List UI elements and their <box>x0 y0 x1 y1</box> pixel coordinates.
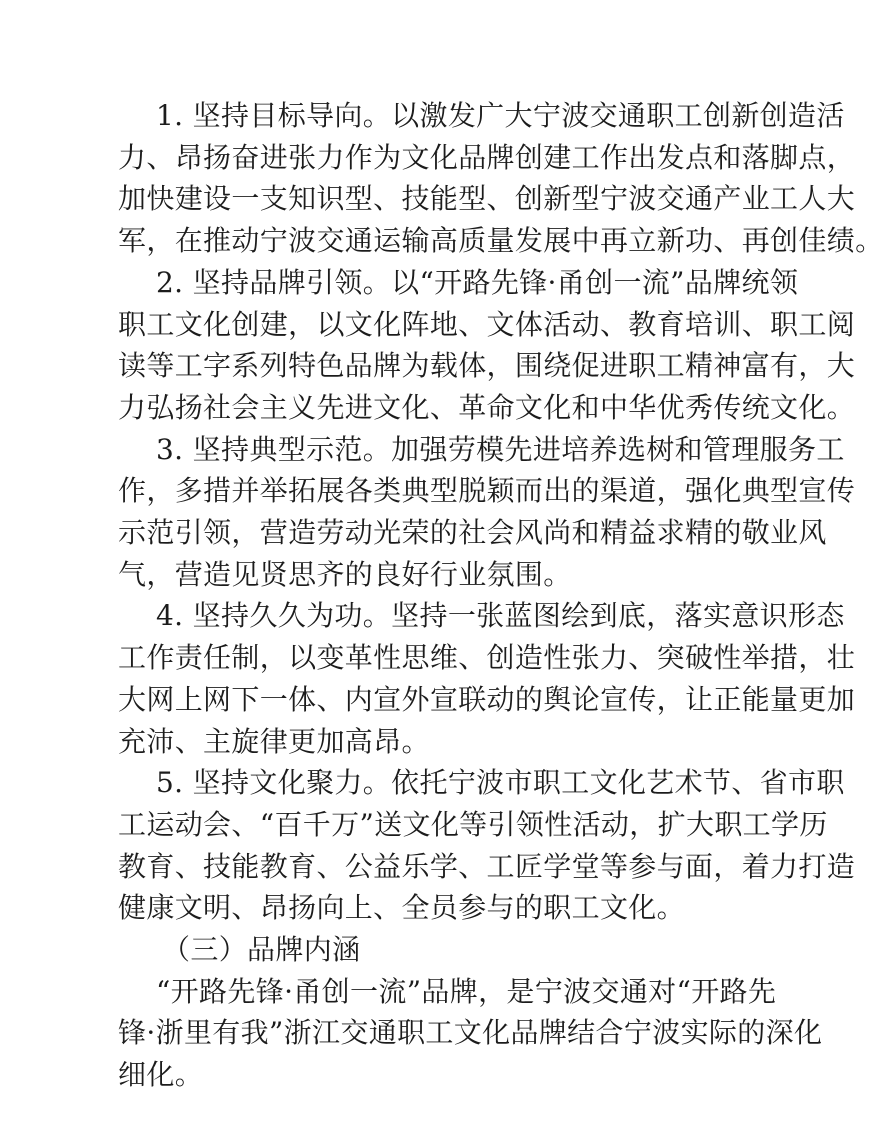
paragraph-line: 细化。 <box>118 1058 204 1092</box>
paragraph-brand-leadership <box>118 262 856 429</box>
paragraph-line: “开路先锋·甬创一流”品牌，是宁波交通对“开路先 <box>156 974 777 1008</box>
paragraph-line: 教育、技能教育、公益乐学、工匠学堂等参与面，着力打造 <box>118 849 856 883</box>
paragraph-line: 读等工字系列特色品牌为载体，围绕促进职工精神富有，大 <box>118 349 856 383</box>
paragraph-line: 3. 坚持典型示范。加强劳模先进培养选树和管理服务工 <box>156 432 845 466</box>
paragraph-cultural-cohesion <box>118 762 856 929</box>
paragraph-line: 军，在推动宁波交通运输高质量发展中再立新功、再创佳绩。 <box>118 224 883 258</box>
paragraph-line: 充沛、主旋律更加高昂。 <box>118 724 430 758</box>
paragraph-line: 力弘扬社会主义先进文化、革命文化和中华优秀传统文化。 <box>118 390 856 424</box>
paragraph-line: 工运动会、“百千万”送文化等引领性活动，扩大职工学历 <box>118 807 828 841</box>
paragraph-line: 健康文明、昂扬向上、全员参与的职工文化。 <box>118 891 686 925</box>
paragraph-line: 加快建设一支知识型、技能型、创新型宁波交通产业工人大 <box>118 182 856 216</box>
section-heading <box>118 929 692 971</box>
paragraph-line: 气，营造见贤思齐的良好行业氛围。 <box>118 557 572 591</box>
paragraph-line: 5. 坚持文化聚力。依托宁波市职工文化艺术节、省市职 <box>156 766 845 800</box>
paragraph-line: 锋·浙里有我”浙江交通职工文化品牌结合宁波实际的深化 <box>118 1016 823 1050</box>
paragraph-line: 作，多措并举拓展各类典型脱颖而出的渠道，强化典型宣传 <box>118 474 856 508</box>
paragraph-line: 示范引领，营造劳动光荣的社会风尚和精益求精的敬业风 <box>118 516 827 550</box>
paragraph-line: 大网上网下一体、内宣外宣联动的舆论宣传，让正能量更加 <box>118 682 856 716</box>
paragraph-persistence <box>118 595 856 762</box>
paragraph-brand-connotation <box>118 971 823 1096</box>
paragraph-line: 4. 坚持久久为功。坚持一张蓝图绘到底，落实意识形态 <box>156 599 845 633</box>
paragraph-line: 力、昂扬奋进张力作为文化品牌创建工作出发点和落脚点， <box>118 140 856 174</box>
section-heading-text: （三）品牌内涵 <box>162 933 361 967</box>
paragraph-goal-orientation <box>118 95 883 262</box>
paragraph-typical-demonstration <box>118 429 856 596</box>
paragraph-line: 工作责任制，以变革性思维、创造性张力、突破性举措，壮 <box>118 641 856 675</box>
paragraph-line: 1. 坚持目标导向。以激发广大宁波交通职工创新创造活 <box>156 99 845 132</box>
paragraph-line: 2. 坚持品牌引领。以“开路先锋·甬创一流”品牌统领 <box>156 265 799 299</box>
paragraph-line: 职工文化创建，以文化阵地、文体活动、教育培训、职工阅 <box>118 307 856 341</box>
